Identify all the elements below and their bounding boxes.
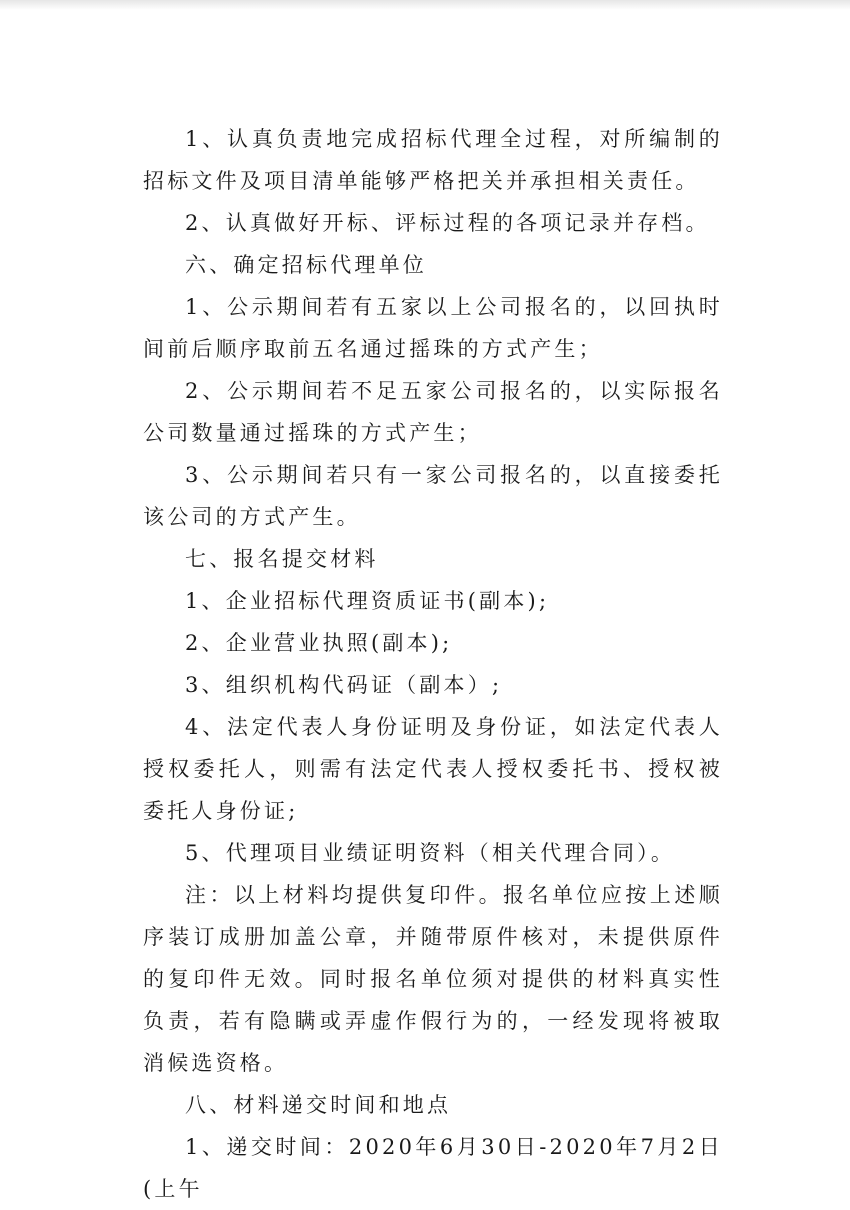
section-heading-6: 六、确定招标代理单位 [185,253,427,277]
document-page [143,118,723,1210]
paragraph-submission-time: 1、递交时间：2020年6月30日-2020年7月2日(上午 [143,1135,723,1201]
paragraph-duty-2: 2、认真做好开标、评标过程的各项记录并存档。 [185,211,710,235]
section-heading-7: 七、报名提交材料 [185,547,379,571]
paragraph-selection-3: 3、公示期间若只有一家公司报名的，以直接委托该公司的方式产生。 [143,463,723,529]
paragraph-material-3: 3、组织机构代码证（副本）; [185,673,503,697]
paragraph-note: 注：以上材料均提供复印件。报名单位应按上述顺序装订成册加盖公章，并随带原件核对，未提供原件的复印件无效。同时报名单位须对提供的材料真实性负责，若有隐瞒或弄虚作假行为的，一经发现将被取消候选资格。 [143,883,723,1075]
paragraph-material-5: 5、代理项目业绩证明资料（相关代理合同）。 [185,841,676,865]
paragraph-material-1: 1、企业招标代理资质证书(副本); [185,589,550,613]
paragraph-material-2: 2、企业营业执照(副本); [185,631,453,655]
paragraph-material-4: 4、法定代表人身份证明及身份证，如法定代表人授权委托人，则需有法定代表人授权委托书、授权被委托人身份证; [143,715,723,823]
scan-edge [0,0,850,10]
paragraph-selection-2: 2、公示期间若不足五家公司报名的，以实际报名公司数量通过摇珠的方式产生； [143,379,723,445]
paragraph-duty-1: 1、认真负责地完成招标代理全过程，对所编制的招标文件及项目清单能够严格把关并承担相关责任。 [143,127,723,193]
section-heading-8: 八、材料递交时间和地点 [185,1093,452,1117]
paragraph-selection-1: 1、公示期间若有五家以上公司报名的，以回执时间前后顺序取前五名通过摇珠的方式产生； [143,295,723,361]
